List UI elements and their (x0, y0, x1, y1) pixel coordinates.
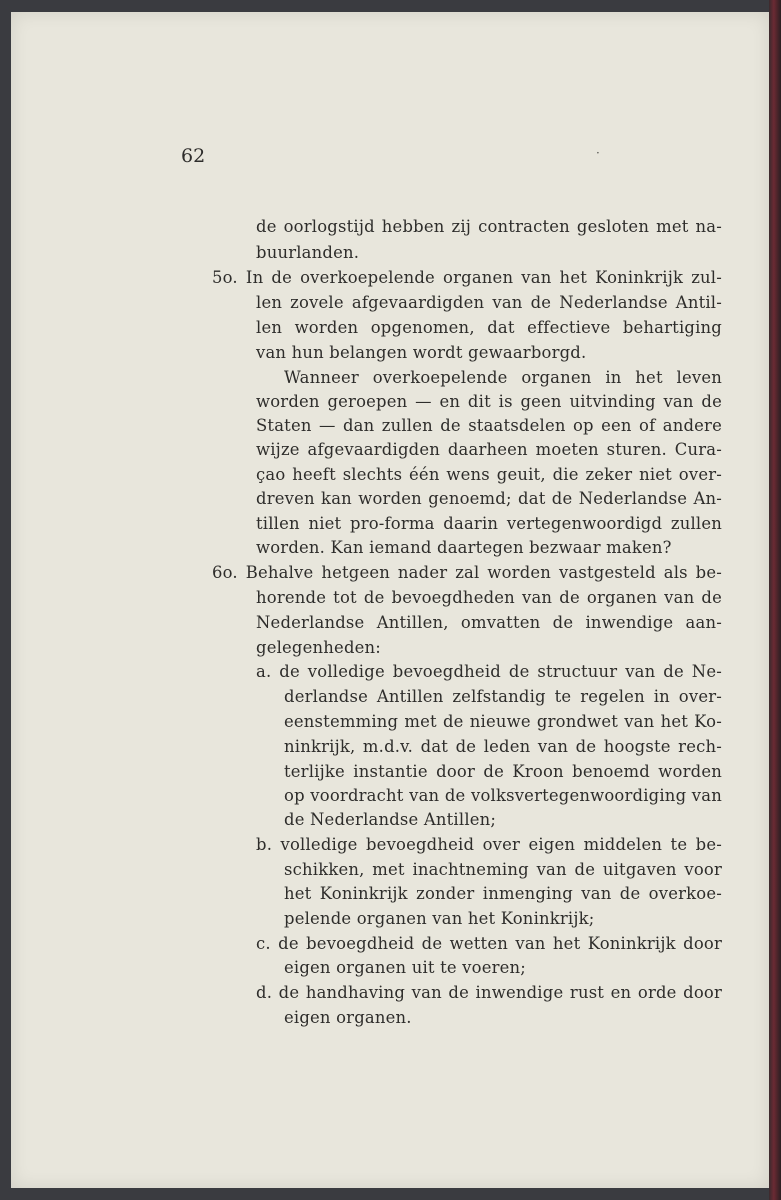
text-line: len worden opgenomen, dat effectieve behartiging (256, 318, 722, 337)
text-line: op voordracht van de volksvertegenwoordiging van (284, 786, 722, 805)
text-line: eenstemming met de nieuwe grondwet van het Ko- (284, 712, 722, 731)
text-line: b. volledige bevoegdheid over eigen middelen te be- (256, 835, 722, 854)
text-line: worden. Kan iemand daartegen bezwaar maken? (256, 538, 672, 557)
text-line: d. de handhaving van de inwendige rust en orde door (256, 983, 722, 1002)
text-line: 6o. Behalve hetgeen nader zal worden vastgesteld als be- (212, 563, 722, 582)
text-line: Staten — dan zullen de staatsdelen op een of andere (256, 416, 722, 435)
text-line: pelende organen van het Koninkrijk; (284, 909, 595, 928)
text-line: worden geroepen — en dit is geen uitvinding van de (256, 392, 722, 411)
text-line: de Nederlandse Antillen; (284, 810, 497, 829)
text-line: 5o. In de overkoepelende organen van het Koninkrijk zul- (212, 268, 722, 287)
page-number: 62 (181, 145, 206, 167)
text-line: schikken, met inachtneming van de uitgaven voor (284, 860, 722, 879)
text-line: çao heeft slechts één wens geuit, die zeker niet over- (256, 465, 722, 484)
text-line: a. de volledige bevoegdheid de structuur van de Ne- (256, 662, 722, 681)
text-line: dreven kan worden genoemd; dat de Nederlandse An- (256, 489, 722, 508)
text-line: eigen organen uit te voeren; (284, 958, 527, 977)
text-line: tillen niet pro-forma daarin vertegenwoordigd zullen (256, 514, 722, 533)
text-line: Nederlandse Antillen, omvatten de inwendige aan- (256, 613, 722, 632)
text-line: c. de bevoegdheid de wetten van het Koninkrijk door (256, 934, 722, 953)
book-edge (769, 0, 781, 1200)
text-line: eigen organen. (284, 1008, 412, 1027)
text-line: buurlanden. (256, 243, 360, 262)
text-line: van hun belangen wordt gewaarborgd. (256, 343, 587, 362)
text-line: ninkrijk, m.d.v. dat de leden van de hoogste rech- (284, 737, 722, 756)
text-line: len zovele afgevaardigden van de Nederlandse Antil- (256, 293, 722, 312)
print-speck: · (596, 146, 600, 160)
text-line: horende tot de bevoegdheden van de organen van de (256, 588, 722, 607)
text-line: terlijke instantie door de Kroon benoemd worden (284, 762, 722, 781)
text-line: Wanneer overkoepelende organen in het leven (284, 368, 722, 387)
text-line: de oorlogstijd hebben zij contracten gesloten met na- (256, 217, 722, 236)
text-line: wijze afgevaardigden daarheen moeten sturen. Cura- (256, 440, 722, 459)
text-line: derlandse Antillen zelfstandig te regelen in over- (284, 687, 722, 706)
text-line: het Koninkrijk zonder inmenging van de overkoe- (284, 884, 722, 903)
text-line: gelegenheden: (256, 638, 382, 657)
